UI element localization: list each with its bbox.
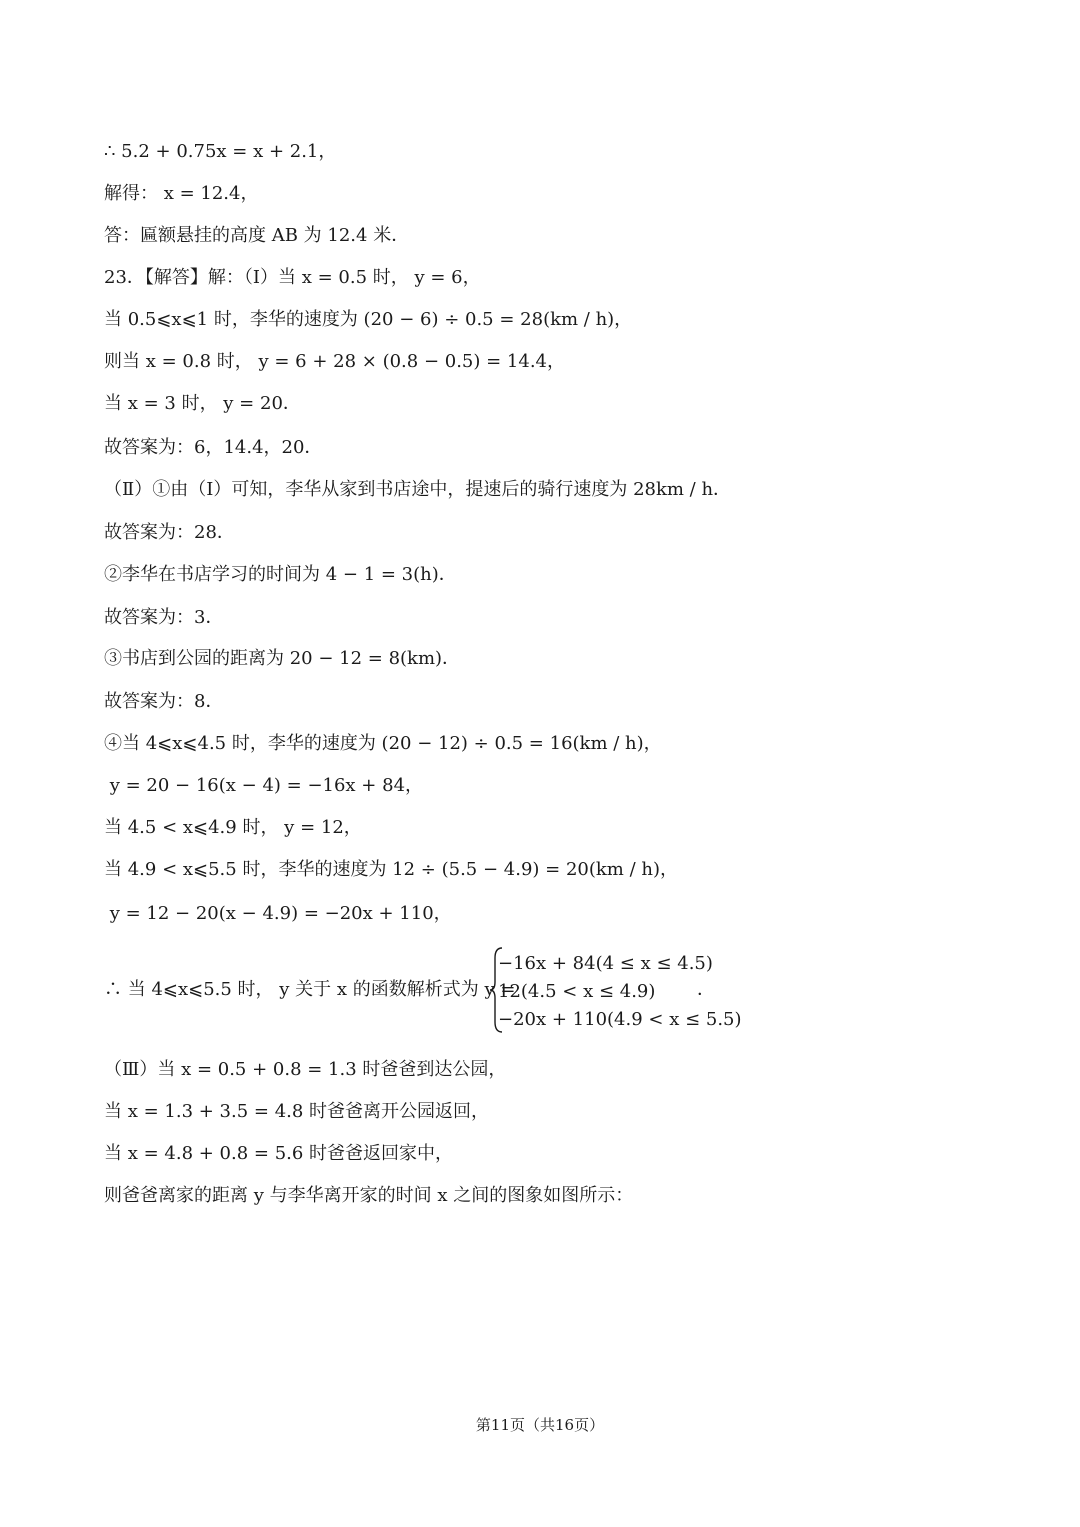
solution-line: 当 x = 4.8 + 0.8 = 5.6 时爸爸返回家中，: [104, 1143, 454, 1164]
solution-line: 当 x = 3 时， y = 20．: [104, 393, 301, 414]
solution-line: 当 4.9 < x⩽5.5 时，李华的速度为 12 ÷ (5.5 − 4.9) = 20(km / h)，: [104, 859, 678, 880]
solution-line: 故答案为：6，14.4，20．: [104, 437, 323, 458]
solution-line: （Ⅲ）当 x = 0.5 + 0.8 = 1.3 时爸爸到达公园，: [104, 1059, 507, 1080]
solution-line: y = 20 − 16(x − 4) = −16x + 84，: [104, 775, 424, 796]
solution-line: ③书店到公园的距离为 20 − 12 = 8(km)．: [104, 648, 461, 669]
solution-line: ②李华在书店学习的时间为 4 − 1 = 3(h)．: [104, 564, 457, 585]
page-footer: 第11页（共16页）: [475, 1416, 605, 1434]
solution-line: 解得： x = 12.4，: [104, 183, 259, 204]
solution-line: 答：匾额悬挂的高度 AB 为 12.4 米．: [104, 225, 410, 246]
solution-line: 故答案为：28．: [104, 522, 235, 543]
solution-line: （Ⅱ）①由（Ⅰ）可知，李华从家到书店途中，提速后的骑行速度为 28km / h．: [104, 479, 732, 500]
solution-line: ∴ 5.2 + 0.75x = x + 2.1，: [104, 141, 337, 162]
solution-line: ④当 4⩽x⩽4.5 时，李华的速度为 (20 − 12) ÷ 0.5 = 16(km / h)，: [104, 733, 662, 754]
solution-line: 当 0.5⩽x⩽1 时，李华的速度为 (20 − 6) ÷ 0.5 = 28(km / h)，: [104, 309, 633, 330]
piecewise-prefix: ∴ 当 4⩽x⩽5.5 时， y 关于 x 的函数解析式为 y =: [104, 979, 516, 1000]
solution-line: 当 4.5 < x⩽4.9 时， y = 12，: [104, 817, 362, 838]
solution-line: 23．【解答】解：（Ⅰ）当 x = 0.5 时， y = 6，: [104, 267, 481, 288]
piecewise-case: −20x + 110(4.9 < x ≤ 5.5): [498, 1009, 742, 1030]
solution-line: 则爸爸离家的距离 y 与李华离开家的时间 x 之间的图象如图所示：: [104, 1185, 634, 1206]
piecewise-case: 12(4.5 < x ≤ 4.9): [498, 981, 656, 1002]
solution-line: 则当 x = 0.8 时， y = 6 + 28 × (0.8 − 0.5) = 14.4，: [104, 351, 565, 372]
solution-line: y = 12 − 20(x − 4.9) = −20x + 110，: [104, 903, 452, 924]
solution-line: 故答案为：8．: [104, 691, 224, 712]
piecewise-suffix: ．: [697, 979, 715, 1000]
solution-line: 当 x = 1.3 + 3.5 = 4.8 时爸爸离开公园返回，: [104, 1101, 490, 1122]
solution-line: 故答案为：3．: [104, 607, 224, 628]
piecewise-case: −16x + 84(4 ≤ x ≤ 4.5): [498, 953, 713, 974]
